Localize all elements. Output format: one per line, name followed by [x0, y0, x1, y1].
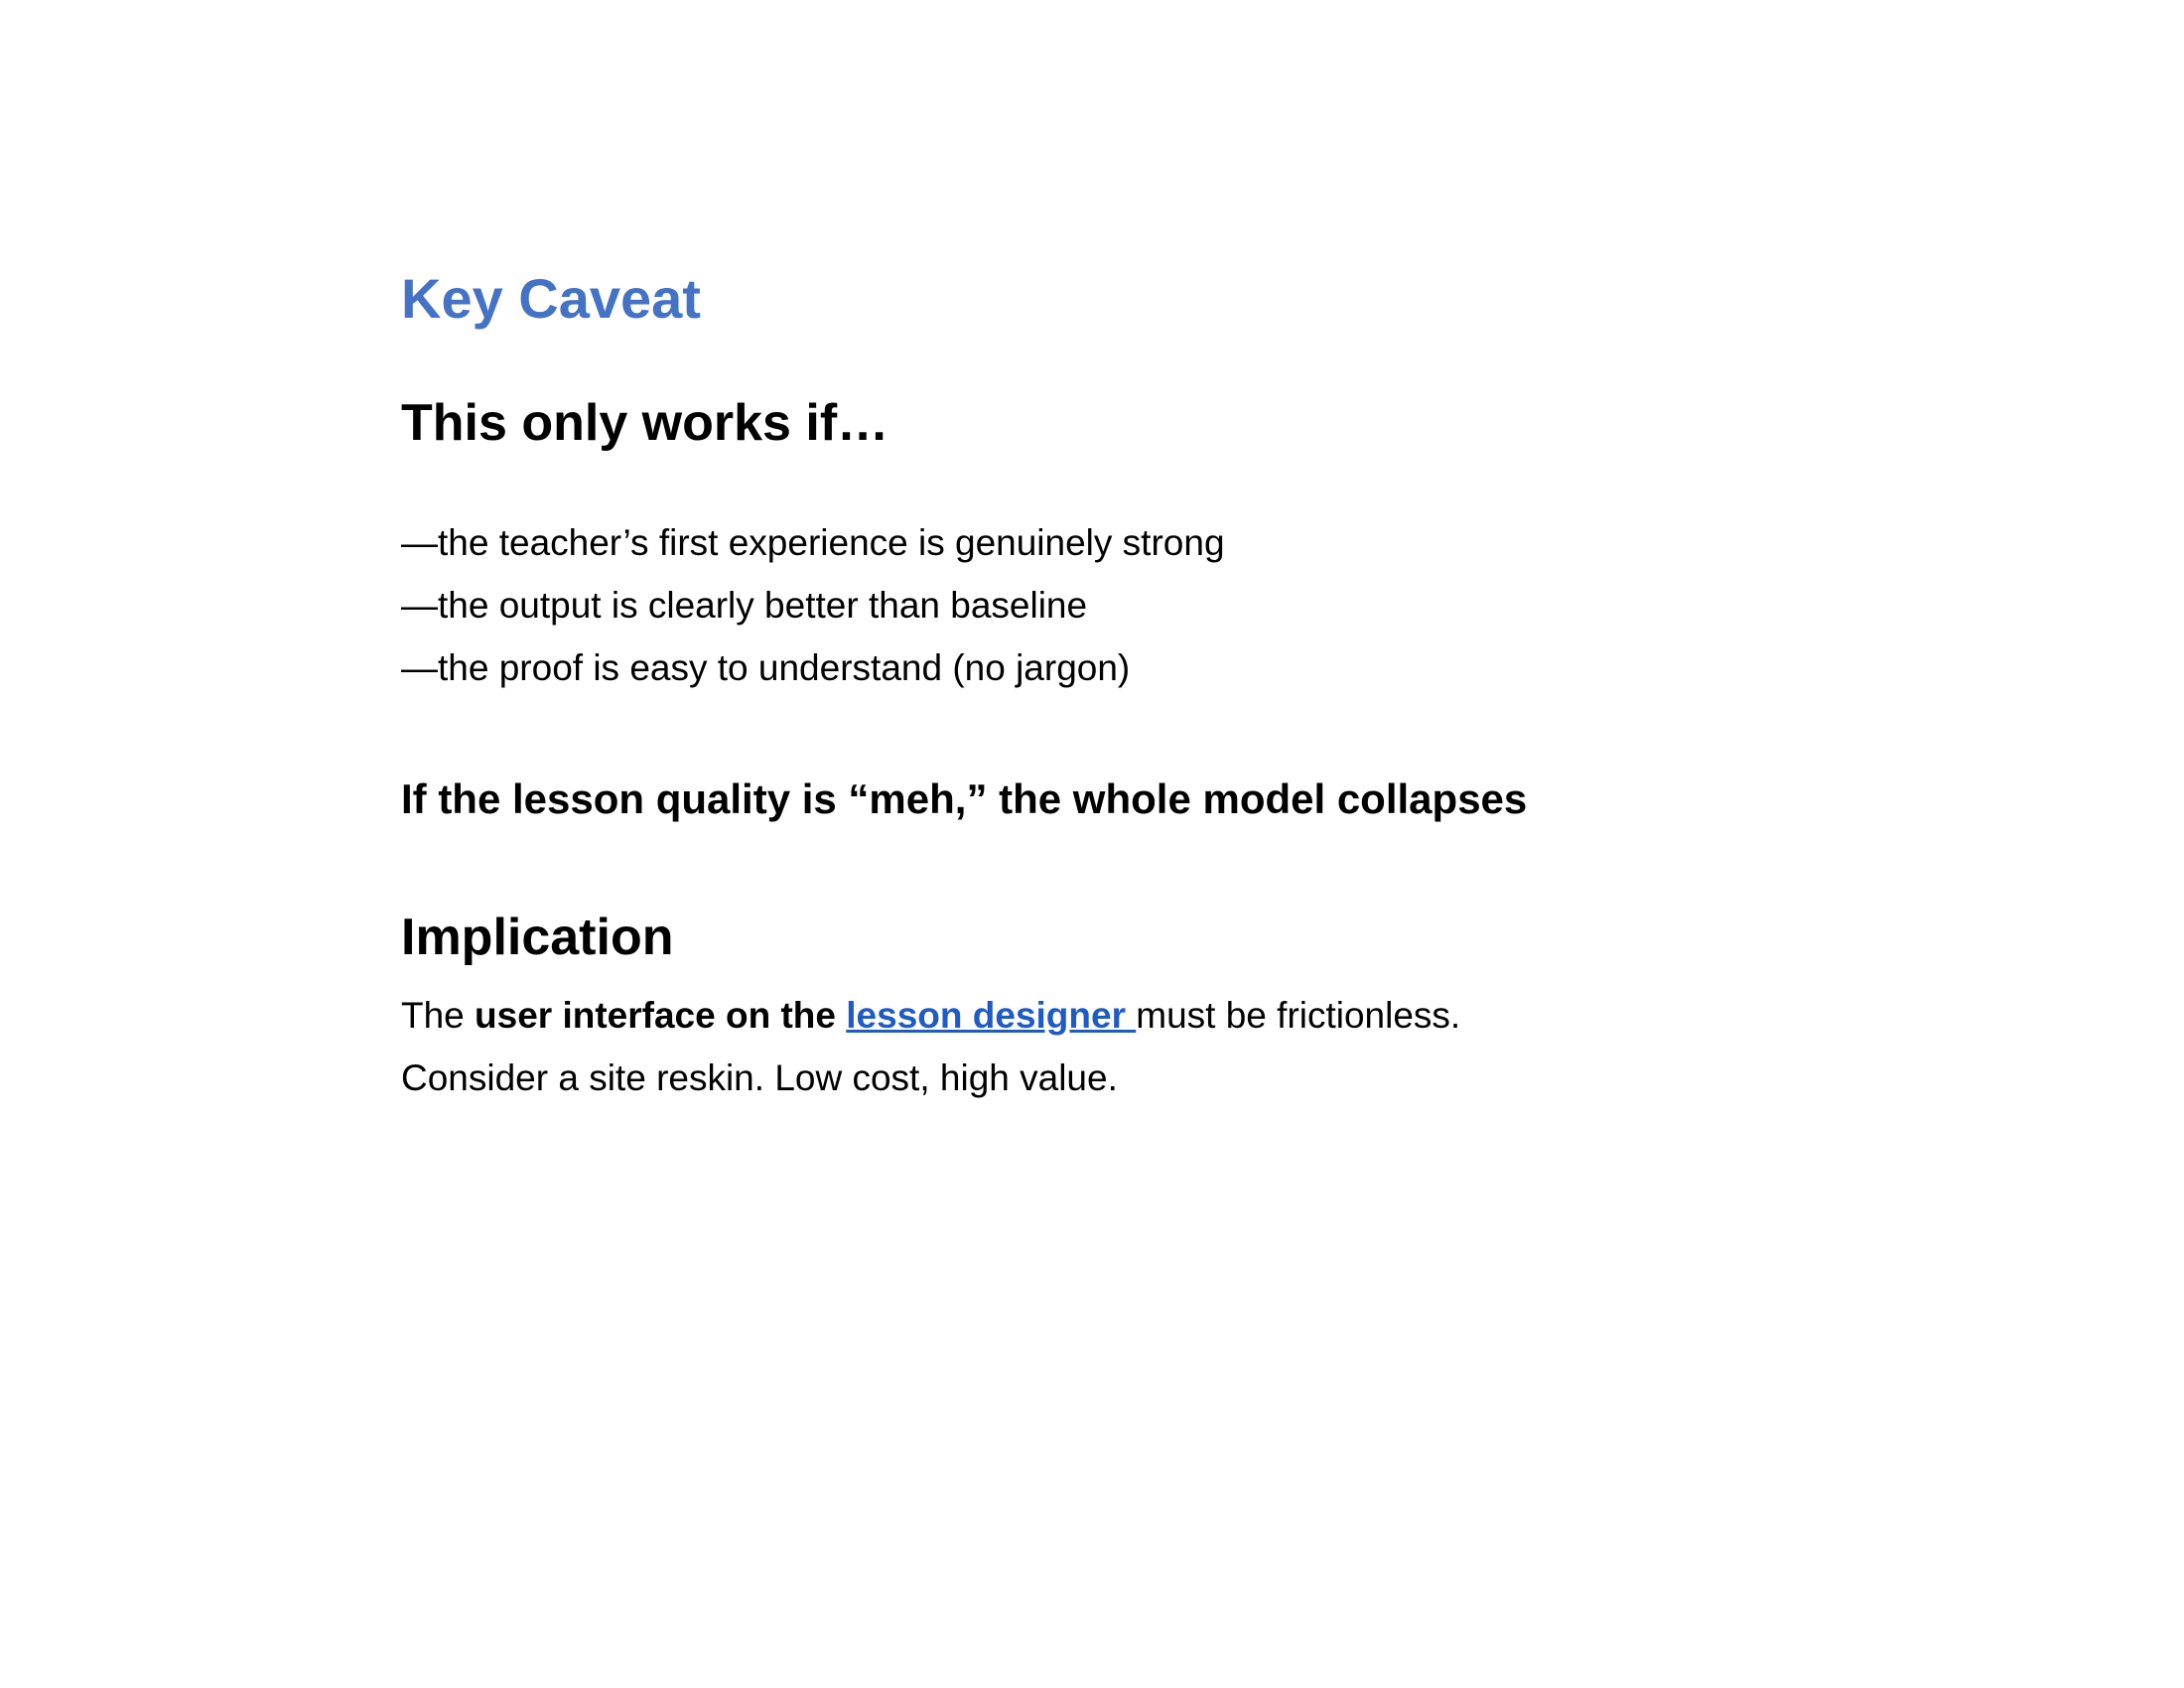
conditions-list — [401, 511, 1890, 699]
implication-prefix: The — [401, 995, 476, 1037]
implication-suffix: must be frictionless. — [1136, 995, 1461, 1037]
condition-item: —the teacher’s first experience is genuinely strong — [401, 521, 1225, 563]
implication-line-1 — [401, 984, 1890, 1047]
implication-bold-text: user interface on the — [475, 995, 847, 1037]
lesson-designer-link[interactable]: lesson designer — [846, 995, 1137, 1037]
section-title: Key Caveat — [401, 267, 701, 330]
section-subtitle: This only works if… — [401, 393, 889, 452]
page-content — [401, 268, 1890, 1109]
implication-title: Implication — [401, 909, 674, 967]
implication-body — [401, 984, 1890, 1109]
warning-statement: If the lesson quality is “meh,” the whole model collapses — [401, 774, 1528, 822]
implication-line-2: Consider a site reskin. Low cost, high value. — [401, 1057, 1118, 1099]
condition-item: —the proof is easy to understand (no jargon) — [401, 646, 1131, 688]
condition-item: —the output is clearly better than baseline — [401, 584, 1088, 626]
